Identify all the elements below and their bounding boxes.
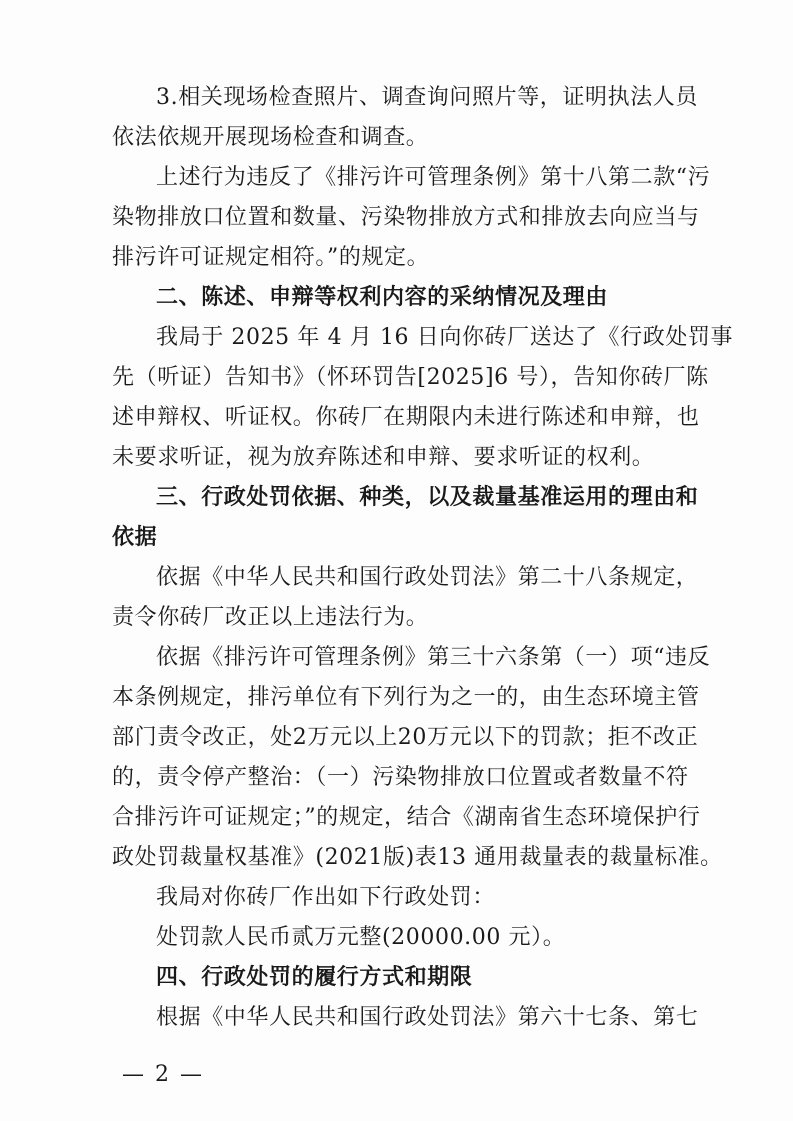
regulation-line-6: 政处罚裁量权基准》(2021版)表13 通用裁量表的裁量标准。 — [112, 845, 723, 870]
penalty-amount: 处罚款人民币贰万元整(20000.00 元）。 — [156, 925, 566, 950]
regulation-line-4: 的，责令停产整治：（一）污染物排放口位置或者数量不符 — [112, 765, 689, 790]
regulation-line-3: 部门责令改正，处2万元以上20万元以下的罚款；拒不改正 — [112, 725, 699, 750]
regulation-line-5: 合排污许可证规定；”的规定，结合《湖南省生态环境保护行 — [112, 805, 701, 830]
statement-line-1: 我局于 2025 年 4 月 16 日向你砖厂送达了《行政处罚事 — [156, 325, 734, 350]
section-heading-4: 四、行政处罚的履行方式和期限 — [156, 965, 473, 990]
violation-line-3: 排污许可证规定相符。”的规定。 — [112, 245, 430, 270]
regulation-line-2: 本条例规定，排污单位有下列行为之一的，由生态环境主管 — [112, 685, 700, 710]
penalty-intro: 我局对你砖厂作出如下行政处罚： — [156, 885, 496, 910]
section-heading-2: 二、陈述、申辩等权利内容的采纳情况及理由 — [156, 285, 609, 310]
regulation-line-1: 依据《排污许可管理条例》第三十六条第（一）项“违反 — [156, 645, 711, 670]
statement-line-4: 未要求听证，视为放弃陈述和申辩、要求听证的权利。 — [112, 445, 655, 470]
violation-line-1: 上述行为违反了《排污许可管理条例》第十八第二款“污 — [156, 165, 711, 190]
performance-line-1: 根据《中华人民共和国行政处罚法》第六十七条、第七 — [156, 1005, 699, 1030]
basis-line-1: 依据《中华人民共和国行政处罚法》第二十八条规定， — [156, 565, 699, 590]
basis-line-2: 责令你砖厂改正以上违法行为。 — [112, 605, 429, 630]
evidence-item-3-line-1: 3.相关现场检查照片、调查询问照片等，证明执法人员 — [156, 85, 698, 110]
violation-line-2: 染物排放口位置和数量、污染物排放方式和排放去向应当与 — [112, 205, 700, 230]
section-heading-3-line-1: 三、行政处罚依据、种类，以及裁量基准运用的理由和 — [156, 485, 699, 510]
statement-line-3: 述申辩权、听证权。你砖厂在期限内未进行陈述和申辩，也 — [112, 405, 700, 430]
evidence-item-3-line-2: 依法依规开展现场检查和调查。 — [112, 125, 429, 150]
document-body — [112, 78, 734, 1038]
section-heading-3-line-2: 依据 — [112, 525, 158, 550]
page-number: — 2 — — [122, 1062, 204, 1087]
statement-line-2: 先（听证）告知书》（怀环罚告[2025]6 号），告知你砖厂陈 — [112, 365, 709, 390]
